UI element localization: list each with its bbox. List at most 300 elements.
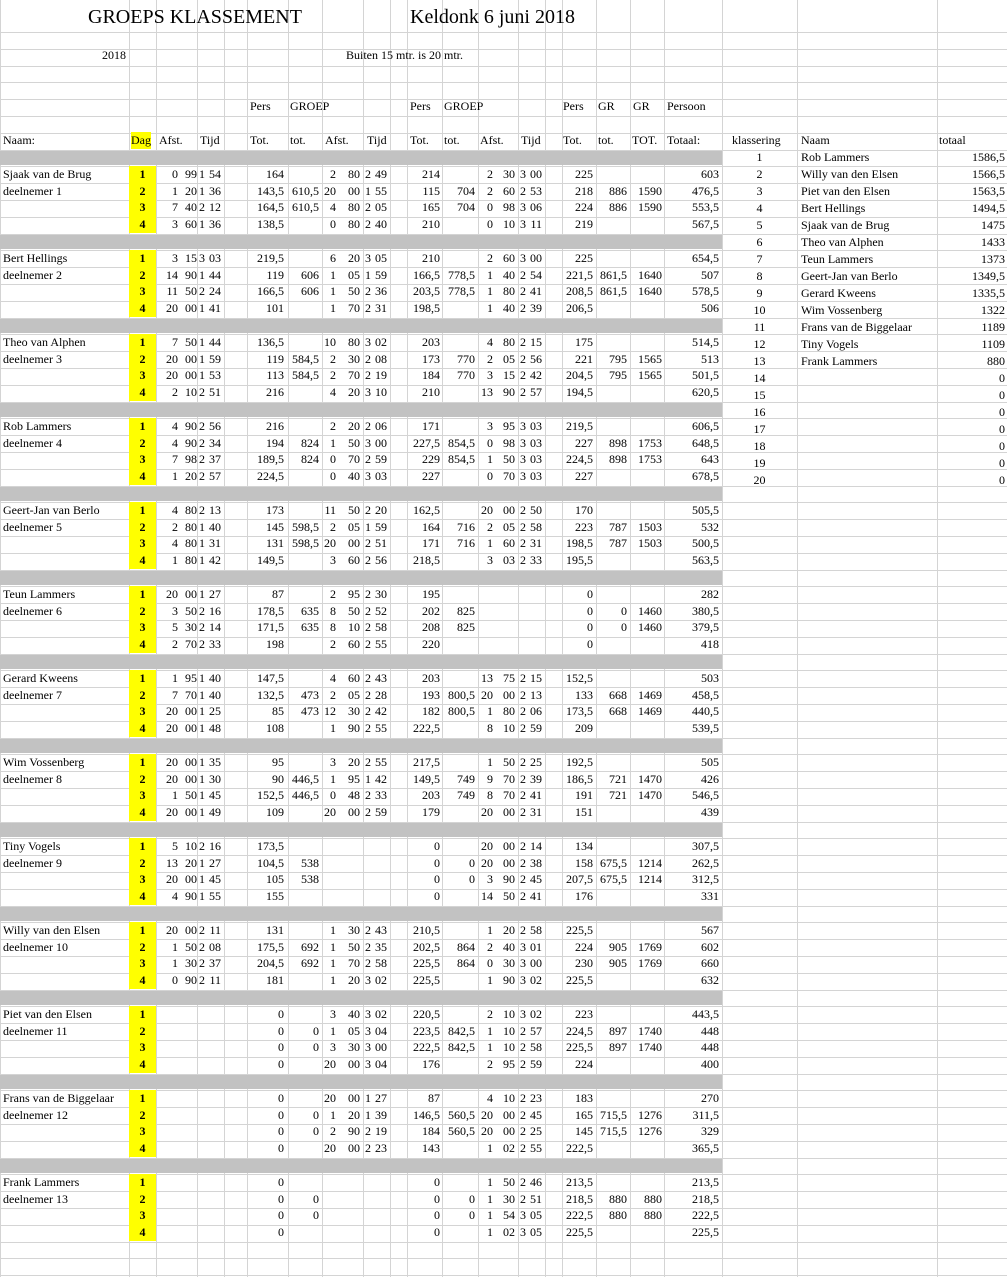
table-cell: 905 — [609, 940, 627, 954]
table-cell: 380,5 — [692, 604, 719, 618]
table-cell: 15 — [530, 671, 542, 685]
table-cell: 2 — [199, 923, 205, 937]
table-cell: 40 — [209, 520, 221, 534]
table-cell: 513 — [701, 352, 719, 366]
table-cell: 1 — [487, 923, 493, 937]
table-cell: 101 — [266, 301, 284, 315]
participant-label: deelnemer 7 — [3, 688, 62, 702]
table-cell: 2 — [487, 520, 493, 534]
table-cell: 0 — [487, 217, 493, 231]
table-cell: 2 — [365, 553, 371, 567]
table-cell: 2 — [199, 469, 205, 483]
table-cell: 0 — [469, 872, 475, 886]
table-cell: 03 — [375, 469, 387, 483]
table-cell: 39 — [530, 772, 542, 786]
table-cell: 2 — [330, 167, 336, 181]
table-cell: 795 — [609, 352, 627, 366]
table-cell: 30 — [185, 620, 197, 634]
ranking-place: 13 — [753, 354, 766, 368]
table-cell: 1 — [365, 1108, 371, 1122]
header-pers-1: Pers — [250, 99, 271, 113]
table-cell: 1740 — [638, 1040, 662, 1054]
grid-row-line — [0, 82, 1007, 83]
table-cell: 2 — [199, 839, 205, 853]
table-cell: 40 — [209, 688, 221, 702]
table-cell: 90 — [185, 436, 197, 450]
day-cell: 4 — [139, 973, 146, 987]
table-cell: 400 — [701, 1057, 719, 1071]
table-cell: 217,5 — [413, 755, 440, 769]
table-cell: 00 — [185, 755, 197, 769]
table-cell: 1640 — [638, 268, 662, 282]
table-cell: 175,5 — [257, 940, 284, 954]
table-cell: 95 — [348, 587, 360, 601]
table-cell: 12 — [324, 704, 336, 718]
grid-row-line — [0, 66, 1007, 67]
table-cell: 443,5 — [692, 1007, 719, 1021]
table-cell: 00 — [375, 436, 387, 450]
table-cell: 40 — [348, 469, 360, 483]
day-cell: 3 — [139, 1124, 146, 1138]
table-cell: 48 — [348, 788, 360, 802]
table-cell: 202,5 — [413, 940, 440, 954]
table-cell: 41 — [530, 788, 542, 802]
table-cell: 30 — [348, 1040, 360, 1054]
day-cell: 3 — [139, 284, 146, 298]
table-cell: 560,5 — [448, 1124, 475, 1138]
table-cell: 202 — [422, 604, 440, 618]
table-cell: 30 — [348, 704, 360, 718]
table-cell: 1 — [199, 184, 205, 198]
table-cell: 198,5 — [413, 301, 440, 315]
table-cell: 0 — [313, 1208, 319, 1222]
table-cell: 1 — [199, 805, 205, 819]
table-cell: 473 — [301, 704, 319, 718]
table-cell: 654,5 — [692, 251, 719, 265]
table-cell: 85 — [272, 704, 284, 718]
table-cell: 715,5 — [600, 1124, 627, 1138]
table-cell: 36 — [375, 284, 387, 298]
table-cell: 131 — [266, 536, 284, 550]
table-cell: 57 — [530, 1024, 542, 1038]
table-cell: 546,5 — [692, 788, 719, 802]
column-header: Dag — [131, 133, 151, 147]
table-cell: 3 — [487, 368, 493, 382]
table-cell: 2 — [520, 284, 526, 298]
table-cell: 2 — [365, 419, 371, 433]
table-cell: 2 — [365, 587, 371, 601]
table-cell: 4 — [172, 503, 178, 517]
table-cell: 2 — [330, 1124, 336, 1138]
table-cell: 175 — [575, 335, 593, 349]
table-cell: 0 — [330, 452, 336, 466]
table-cell: 2 — [365, 805, 371, 819]
table-cell: 56 — [209, 419, 221, 433]
table-cell: 00 — [503, 1108, 515, 1122]
table-cell: 02 — [530, 1007, 542, 1021]
table-cell: 1 — [330, 956, 336, 970]
group-separator — [0, 823, 722, 837]
table-cell: 311,5 — [692, 1108, 719, 1122]
table-cell: 00 — [348, 1141, 360, 1155]
table-cell: 1276 — [638, 1108, 662, 1122]
table-cell: 880 — [644, 1208, 662, 1222]
grid-column-line — [797, 0, 798, 1277]
table-cell: 905 — [609, 956, 627, 970]
table-cell: 282 — [701, 587, 719, 601]
table-cell: 1 — [487, 284, 493, 298]
table-cell: 03 — [530, 419, 542, 433]
table-cell: 00 — [348, 536, 360, 550]
day-cell: 1 — [139, 923, 146, 937]
table-cell: 584,5 — [292, 368, 319, 382]
ranking-name: Piet van den Elsen — [801, 184, 890, 198]
table-cell: 2 — [365, 503, 371, 517]
ranking-total: 1322 — [981, 303, 1005, 317]
table-cell: 2 — [199, 940, 205, 954]
day-cell: 2 — [139, 352, 146, 366]
grid-row-line — [0, 1258, 1007, 1259]
table-cell: 864 — [457, 956, 475, 970]
table-cell: 19 — [375, 368, 387, 382]
table-cell: 28 — [375, 688, 387, 702]
table-cell: 3 — [172, 251, 178, 265]
table-cell: 2 — [520, 553, 526, 567]
table-cell: 223,5 — [413, 1024, 440, 1038]
table-cell: 20 — [166, 923, 178, 937]
table-cell: 50 — [185, 335, 197, 349]
table-cell: 20 — [324, 184, 336, 198]
table-cell: 54 — [503, 1208, 515, 1222]
table-cell: 42 — [209, 553, 221, 567]
table-cell: 329 — [701, 1124, 719, 1138]
table-cell: 70 — [503, 469, 515, 483]
table-cell: 40 — [375, 217, 387, 231]
day-cell: 4 — [139, 1141, 146, 1155]
table-cell: 39 — [530, 301, 542, 315]
table-cell: 04 — [375, 1057, 387, 1071]
table-cell: 1 — [487, 452, 493, 466]
table-cell: 0 — [487, 436, 493, 450]
table-cell: 2 — [520, 1024, 526, 1038]
table-cell: 3 — [520, 973, 526, 987]
ranking-place: 7 — [756, 252, 763, 266]
table-cell: 898 — [609, 436, 627, 450]
table-cell: 80 — [185, 536, 197, 550]
table-cell: 210 — [422, 385, 440, 399]
table-cell: 2 — [520, 335, 526, 349]
table-cell: 3 — [365, 1057, 371, 1071]
table-cell: 2 — [520, 889, 526, 903]
table-cell: 632 — [701, 973, 719, 987]
table-cell: 715,5 — [600, 1108, 627, 1122]
table-cell: 08 — [209, 940, 221, 954]
table-cell: 45 — [530, 1108, 542, 1122]
ranking-name: Rob Lammers — [801, 150, 870, 164]
table-cell: 191 — [575, 788, 593, 802]
table-cell: 220,5 — [413, 1007, 440, 1021]
table-cell: 43 — [375, 671, 387, 685]
table-cell: 532 — [701, 520, 719, 534]
table-cell: 262,5 — [692, 856, 719, 870]
table-cell: 15 — [530, 335, 542, 349]
table-cell: 603 — [701, 167, 719, 181]
table-cell: 219 — [575, 217, 593, 231]
table-cell: 270 — [701, 1091, 719, 1105]
table-cell: 20 — [324, 1141, 336, 1155]
table-cell: 1 — [330, 721, 336, 735]
table-cell: 1503 — [638, 536, 662, 550]
table-cell: 00 — [185, 301, 197, 315]
table-cell: 03 — [530, 436, 542, 450]
table-cell: 1 — [487, 536, 493, 550]
table-cell: 00 — [185, 587, 197, 601]
table-cell: 222,5 — [413, 721, 440, 735]
table-cell: 3 — [172, 217, 178, 231]
table-cell: 225,5 — [566, 973, 593, 987]
table-cell: 227 — [575, 469, 593, 483]
participant-name: Teun Lammers — [3, 587, 76, 601]
table-cell: 1460 — [638, 620, 662, 634]
table-cell: 23 — [530, 1091, 542, 1105]
table-cell: 45 — [530, 872, 542, 886]
table-cell: 1 — [172, 184, 178, 198]
table-cell: 80 — [185, 520, 197, 534]
table-cell: 225 — [575, 167, 593, 181]
participant-name: Tiny Vogels — [3, 839, 61, 853]
table-cell: 224,5 — [566, 452, 593, 466]
table-cell: 2 — [520, 772, 526, 786]
table-cell: 2 — [199, 973, 205, 987]
table-cell: 2 — [365, 217, 371, 231]
table-cell: 3 — [520, 940, 526, 954]
table-cell: 00 — [348, 805, 360, 819]
table-cell: 214 — [422, 167, 440, 181]
participant-name: Geert-Jan van Berlo — [3, 503, 100, 517]
day-cell: 3 — [139, 1040, 146, 1054]
table-cell: 203 — [422, 788, 440, 802]
table-cell: 225,5 — [566, 923, 593, 937]
table-cell: 749 — [457, 772, 475, 786]
table-cell: 2 — [520, 1124, 526, 1138]
table-cell: 2 — [199, 419, 205, 433]
table-cell: 2 — [520, 721, 526, 735]
participant-label: deelnemer 5 — [3, 520, 62, 534]
table-cell: 1214 — [638, 856, 662, 870]
table-cell: 606 — [301, 268, 319, 282]
table-cell: 648,5 — [692, 436, 719, 450]
table-cell: 59 — [375, 268, 387, 282]
table-cell: 2 — [172, 385, 178, 399]
table-cell: 203 — [422, 671, 440, 685]
table-cell: 1769 — [638, 940, 662, 954]
table-cell: 824 — [301, 452, 319, 466]
table-cell: 05 — [503, 520, 515, 534]
table-cell: 886 — [609, 200, 627, 214]
table-cell: 14 — [209, 620, 221, 634]
table-cell: 1 — [487, 301, 493, 315]
day-cell: 2 — [139, 688, 146, 702]
table-cell: 1470 — [638, 788, 662, 802]
table-cell: 06 — [530, 200, 542, 214]
table-cell: 27 — [209, 856, 221, 870]
table-cell: 1753 — [638, 436, 662, 450]
table-cell: 58 — [530, 520, 542, 534]
table-cell: 59 — [530, 721, 542, 735]
table-cell: 00 — [348, 1091, 360, 1105]
table-cell: 90 — [185, 973, 197, 987]
column-header: tot. — [444, 133, 460, 147]
table-cell: 1 — [172, 940, 178, 954]
table-cell: 678,5 — [692, 469, 719, 483]
table-cell: 379,5 — [692, 620, 719, 634]
table-cell: 41 — [209, 301, 221, 315]
table-cell: 795 — [609, 368, 627, 382]
table-cell: 635 — [301, 604, 319, 618]
table-cell: 1640 — [638, 284, 662, 298]
table-cell: 1 — [199, 352, 205, 366]
table-cell: 02 — [375, 973, 387, 987]
day-cell: 4 — [139, 1225, 146, 1239]
table-cell: 42 — [375, 704, 387, 718]
table-cell: 57 — [209, 469, 221, 483]
day-cell: 3 — [139, 452, 146, 466]
participant-name: Frans van de Biggelaar — [3, 1091, 114, 1105]
table-cell: 4 — [330, 385, 336, 399]
table-cell: 189,5 — [257, 452, 284, 466]
day-cell: 1 — [139, 419, 146, 433]
table-cell: 105 — [266, 872, 284, 886]
table-cell: 20 — [166, 587, 178, 601]
table-cell: 13 — [481, 671, 493, 685]
table-cell: 49 — [209, 805, 221, 819]
table-cell: 13 — [481, 385, 493, 399]
ranking-name: Bert Hellings — [801, 201, 866, 215]
table-cell: 2 — [487, 352, 493, 366]
table-cell: 4 — [487, 335, 493, 349]
table-cell: 50 — [348, 503, 360, 517]
table-cell: 3 — [330, 755, 336, 769]
table-cell: 0 — [434, 1225, 440, 1239]
table-cell: 2 — [365, 671, 371, 685]
table-cell: 08 — [375, 352, 387, 366]
table-cell: 37 — [209, 956, 221, 970]
table-cell: 1 — [199, 368, 205, 382]
table-cell: 20 — [166, 352, 178, 366]
table-cell: 2 — [199, 956, 205, 970]
table-cell: 70 — [348, 956, 360, 970]
participant-label: deelnemer 9 — [3, 856, 62, 870]
table-cell: 222,5 — [566, 1208, 593, 1222]
table-cell: 213,5 — [566, 1175, 593, 1189]
table-cell: 58 — [530, 1040, 542, 1054]
table-cell: 60 — [348, 637, 360, 651]
table-cell: 4 — [487, 1091, 493, 1105]
table-cell: 30 — [503, 956, 515, 970]
table-cell: 145 — [266, 520, 284, 534]
table-cell: 448 — [701, 1040, 719, 1054]
header-groep-2: GROEP — [444, 99, 484, 113]
participant-label: deelnemer 11 — [3, 1024, 68, 1038]
table-cell: 2 — [365, 284, 371, 298]
table-cell: 5 — [172, 839, 178, 853]
table-cell: 0 — [434, 1192, 440, 1206]
table-cell: 668 — [609, 688, 627, 702]
table-cell: 2 — [520, 368, 526, 382]
table-cell: 2 — [520, 503, 526, 517]
day-cell: 2 — [139, 268, 146, 282]
ranking-place: 8 — [756, 269, 763, 283]
column-header: Tijd — [367, 133, 387, 147]
column-header: tot. — [290, 133, 306, 147]
table-cell: 136,5 — [257, 335, 284, 349]
ranking-place: 6 — [756, 235, 763, 249]
table-cell: 1 — [487, 973, 493, 987]
table-cell: 58 — [375, 620, 387, 634]
table-cell: 194 — [266, 436, 284, 450]
table-cell: 563,5 — [692, 553, 719, 567]
table-cell: 7 — [172, 452, 178, 466]
table-cell: 39 — [375, 1108, 387, 1122]
table-cell: 2 — [199, 604, 205, 618]
table-cell: 1 — [330, 940, 336, 954]
table-cell: 770 — [457, 368, 475, 382]
table-cell: 500,5 — [692, 536, 719, 550]
table-cell: 0 — [330, 217, 336, 231]
table-cell: 55 — [375, 755, 387, 769]
table-cell: 842,5 — [448, 1024, 475, 1038]
table-cell: 95 — [185, 671, 197, 685]
table-cell: 20 — [166, 772, 178, 786]
table-cell: 151 — [575, 805, 593, 819]
table-cell: 80 — [503, 704, 515, 718]
ranking-total: 1335,5 — [972, 286, 1005, 300]
table-cell: 2 — [520, 385, 526, 399]
table-cell: 57 — [530, 385, 542, 399]
group-separator — [0, 1075, 722, 1089]
table-cell: 41 — [530, 889, 542, 903]
table-cell: 80 — [348, 335, 360, 349]
table-cell: 2 — [365, 721, 371, 735]
table-cell: 3 — [520, 1225, 526, 1239]
table-cell: 20 — [503, 923, 515, 937]
table-cell: 1 — [365, 520, 371, 534]
table-cell: 448 — [701, 1024, 719, 1038]
table-cell: 30 — [375, 587, 387, 601]
ranking-place: 5 — [756, 218, 763, 232]
table-cell: 50 — [185, 284, 197, 298]
table-cell: 1 — [199, 167, 205, 181]
table-cell: 70 — [185, 637, 197, 651]
table-cell: 1 — [199, 688, 205, 702]
participant-label: deelnemer 10 — [3, 940, 68, 954]
table-cell: 80 — [185, 553, 197, 567]
ranking-total: 1475 — [981, 218, 1005, 232]
table-cell: 162,5 — [413, 503, 440, 517]
ranking-total: 1189 — [981, 320, 1005, 334]
table-cell: 1590 — [638, 184, 662, 198]
table-cell: 42 — [530, 368, 542, 382]
table-cell: 2 — [330, 368, 336, 382]
table-cell: 7 — [172, 200, 178, 214]
participant-label: deelnemer 6 — [3, 604, 62, 618]
table-cell: 30 — [209, 772, 221, 786]
table-cell: 3 — [520, 1007, 526, 1021]
day-cell: 3 — [139, 956, 146, 970]
table-cell: 2 — [172, 637, 178, 651]
table-cell: 204,5 — [257, 956, 284, 970]
table-cell: 20 — [166, 704, 178, 718]
